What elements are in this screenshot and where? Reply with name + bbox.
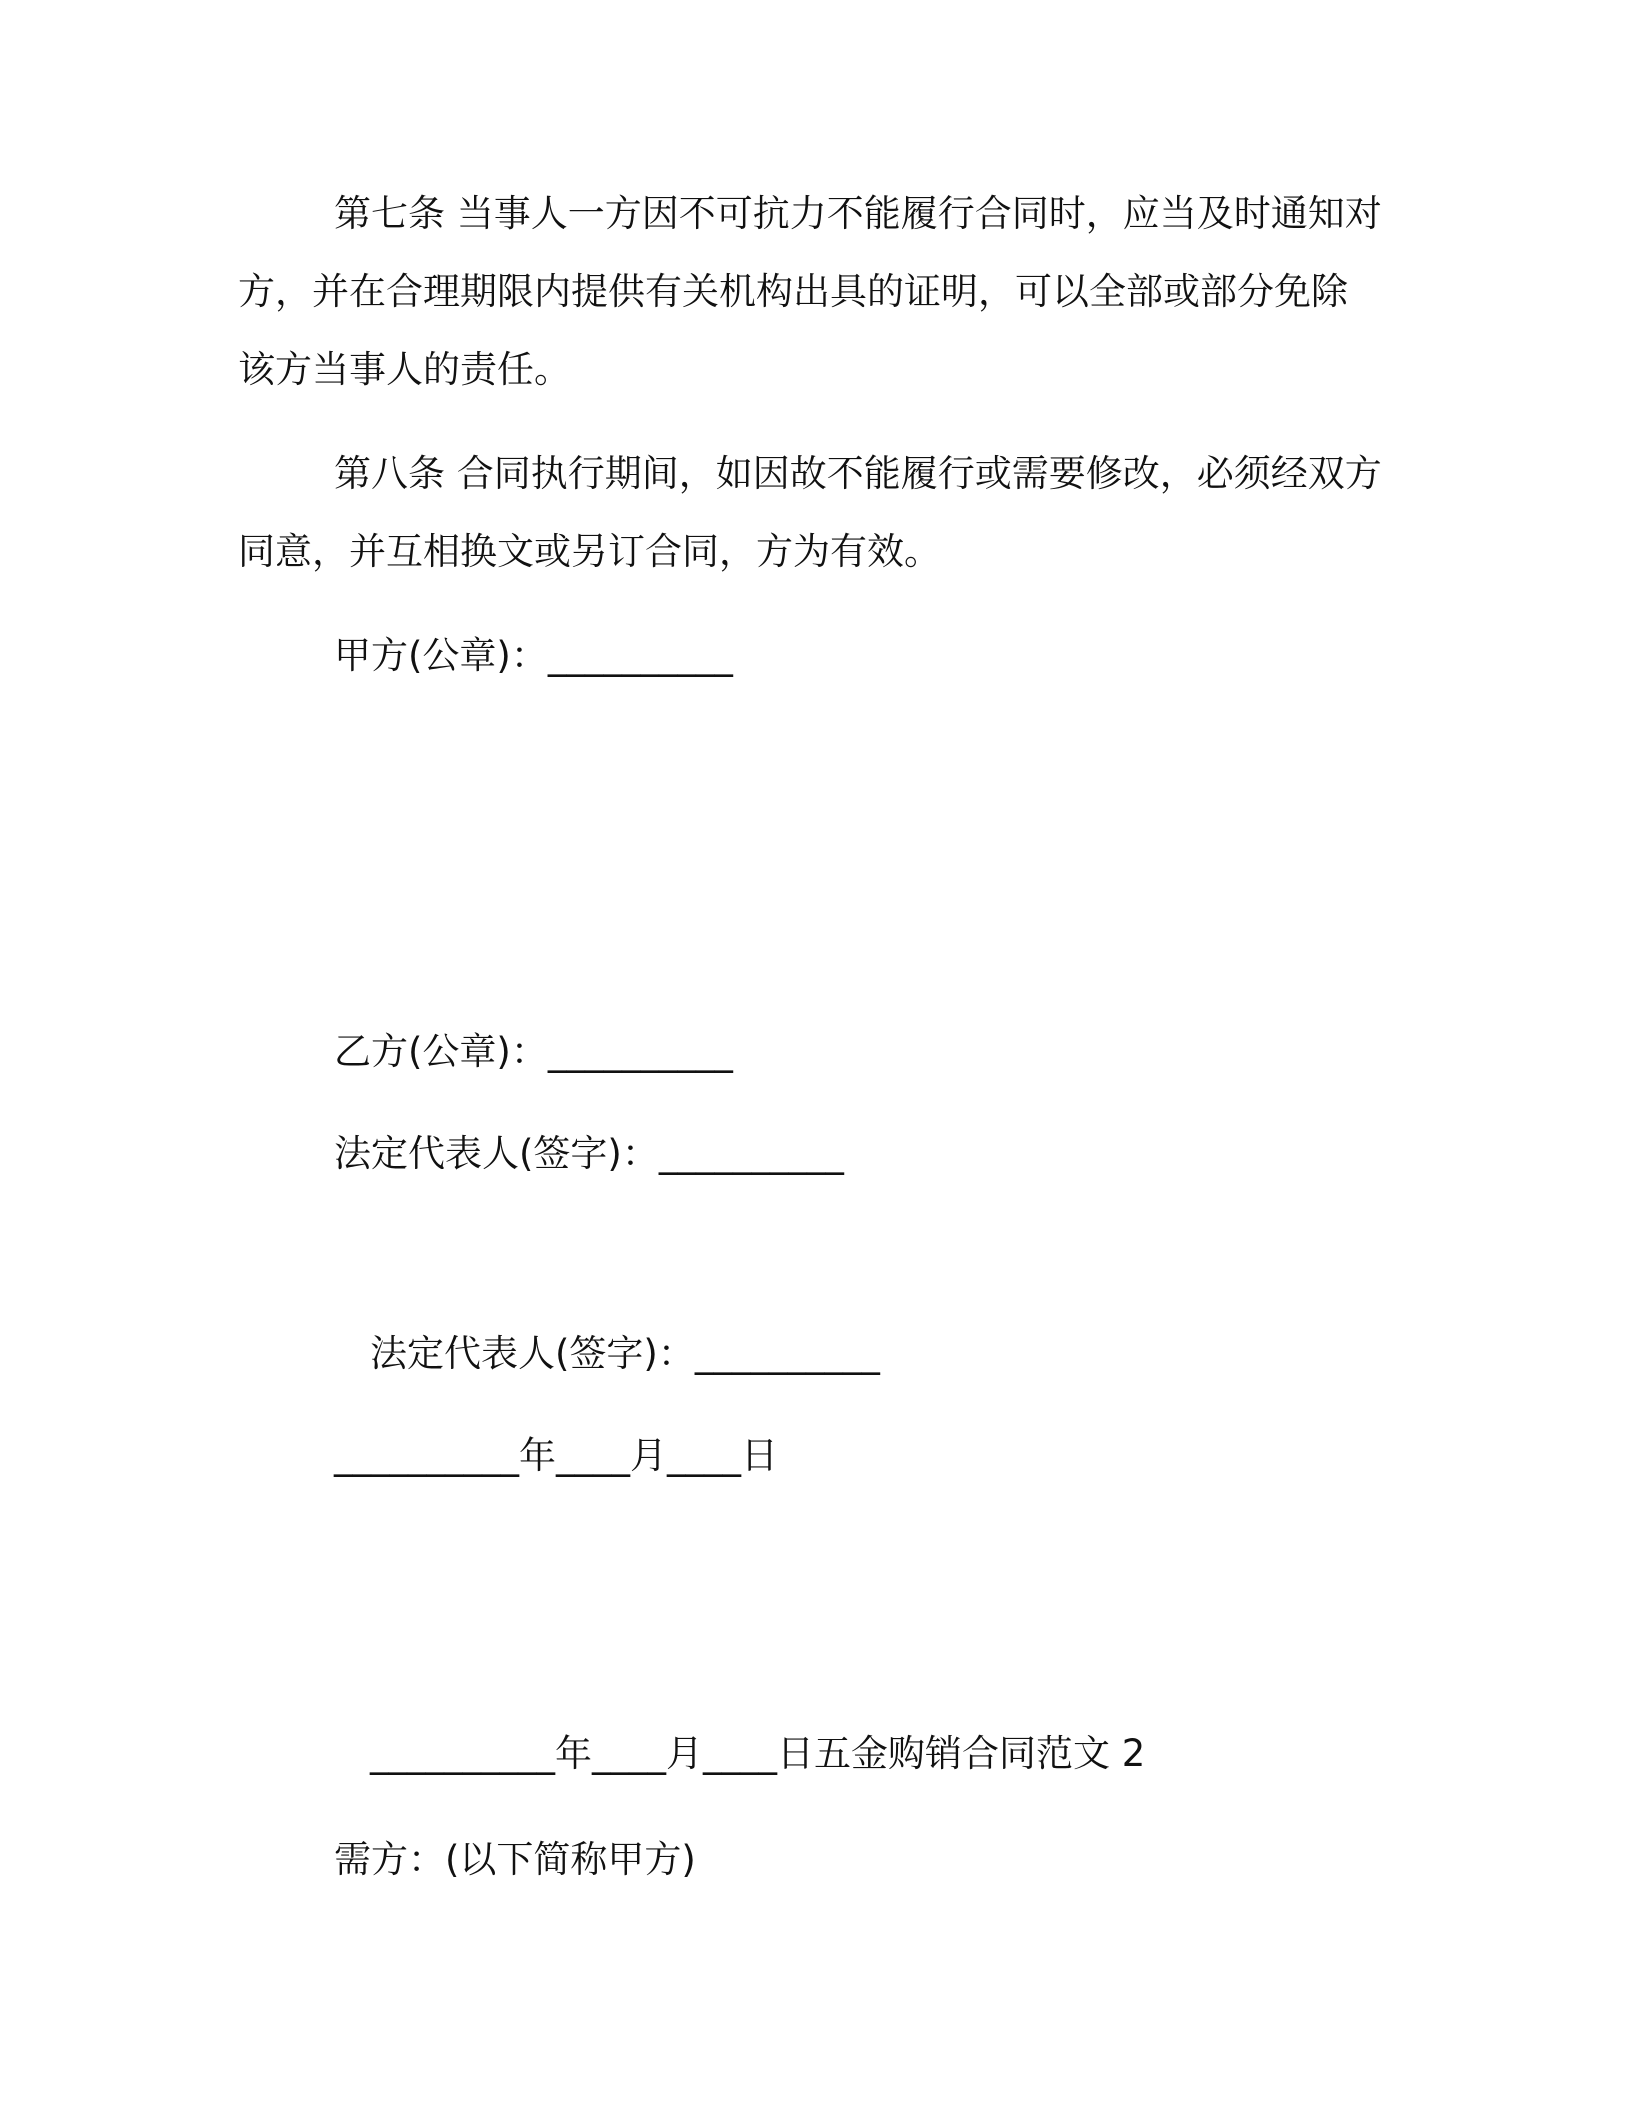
legal-representative-line-2: 法定代表人(签字)：__________ <box>370 1332 880 1375</box>
article-7-line-3: 该方当事人的责任。 <box>238 348 571 391</box>
date-line-2-with-title: __________年____月____日五金购销合同范文 2 <box>370 1732 1146 1775</box>
article-8-line-2: 同意，并互相换文或另订合同，方为有效。 <box>238 530 941 573</box>
article-8-line-1: 第八条 合同执行期间，如因故不能履行或需要修改，必须经双方 <box>334 452 1382 495</box>
buyer-line: 需方：(以下简称甲方) <box>334 1838 696 1881</box>
article-7-line-1: 第七条 当事人一方因不可抗力不能履行合同时，应当及时通知对 <box>334 192 1382 235</box>
date-line-1: __________年____月____日 <box>334 1434 778 1477</box>
legal-representative-line-1: 法定代表人(签字)：__________ <box>334 1132 844 1175</box>
party-a-seal-line: 甲方(公章)：__________ <box>334 634 733 677</box>
article-7-line-2: 方，并在合理期限内提供有关机构出具的证明，可以全部或部分免除 <box>238 270 1348 313</box>
party-b-seal-line: 乙方(公章)：__________ <box>334 1030 733 1073</box>
